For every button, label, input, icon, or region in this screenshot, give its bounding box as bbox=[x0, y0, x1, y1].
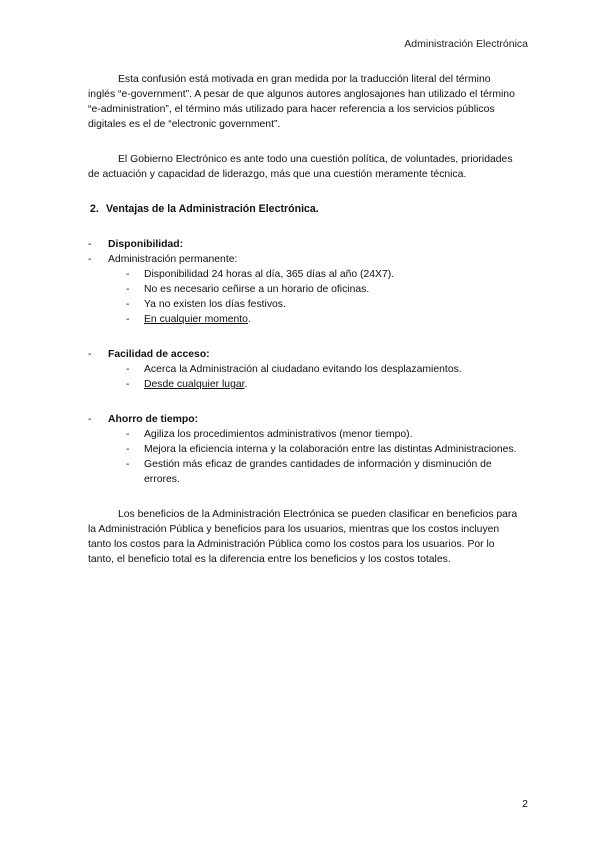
list-item: - Disponibilidad 24 horas al día, 365 días al año (24X7). bbox=[126, 269, 395, 280]
list-item-underlined: - En cualquier momento. bbox=[126, 314, 251, 325]
bullet-facilidad: - Facilidad de acceso: bbox=[88, 349, 210, 360]
page-number: 2 bbox=[522, 798, 528, 810]
list-item: - No es necesario ceñirse a un horario de oficinas. bbox=[126, 284, 370, 295]
list-item: - Agiliza los procedimientos administrativos (menor tiempo). bbox=[126, 429, 413, 440]
list-item: - Gestión más eficaz de grandes cantidades de información y disminución de errores. bbox=[126, 459, 492, 485]
bullet-administracion-permanente: - Administración permanente: bbox=[88, 254, 238, 265]
list-item-underlined: - Desde cualquier lugar. bbox=[126, 379, 248, 390]
bullet-label-facilidad: Facilidad de acceso: bbox=[108, 349, 210, 360]
list-item: - Ya no existen los días festivos. bbox=[126, 299, 286, 310]
bullet-label-disponibilidad: Disponibilidad: bbox=[108, 239, 184, 250]
bullet-label-ahorro: Ahorro de tiempo: bbox=[108, 414, 199, 425]
section-heading bbox=[88, 202, 518, 217]
section-number: 2. bbox=[90, 203, 99, 215]
paragraph-gobierno: El Gobierno Electrónico es ante todo una cuestión política, de voluntades, prioridades de actuación y capacidad de liderazgo, más que una cuestión meramente técnica. bbox=[88, 154, 513, 180]
bullet-ahorro: - Ahorro de tiempo: bbox=[88, 414, 199, 425]
section-title: Ventajas de la Administración Electrónica. bbox=[106, 203, 319, 215]
paragraph-beneficios: Los beneficios de la Administración Electrónica se pueden clasificar en beneficios para la Administración Pública y beneficios para los usuarios, mientras que los costos incluyen tanto los costos para la Administración Pública como los costos para los usuarios. Por lo tanto, el beneficio total es la diferencia entre los beneficios y los costos totales. bbox=[88, 509, 518, 565]
page-header-title: Administración Electrónica bbox=[404, 38, 528, 50]
paragraph-confusion: Esta confusión está motivada en gran medida por la traducción literal del término inglés “e-government”. A pesar de que algunos autores anglosajones han utilizado el término “e-administration”, el término más utilizado para hacer referencia a los servicios públicos digitales es el de “electronic government”. bbox=[88, 74, 515, 130]
list-item: - Mejora la eficiencia interna y la colaboración entre las distintas Administraciones. bbox=[126, 444, 517, 455]
list-item: - Acerca la Administración al ciudadano evitando los desplazamientos. bbox=[126, 364, 462, 375]
page-content bbox=[88, 72, 518, 567]
bullet-disponibilidad: - Disponibilidad: bbox=[88, 239, 184, 250]
